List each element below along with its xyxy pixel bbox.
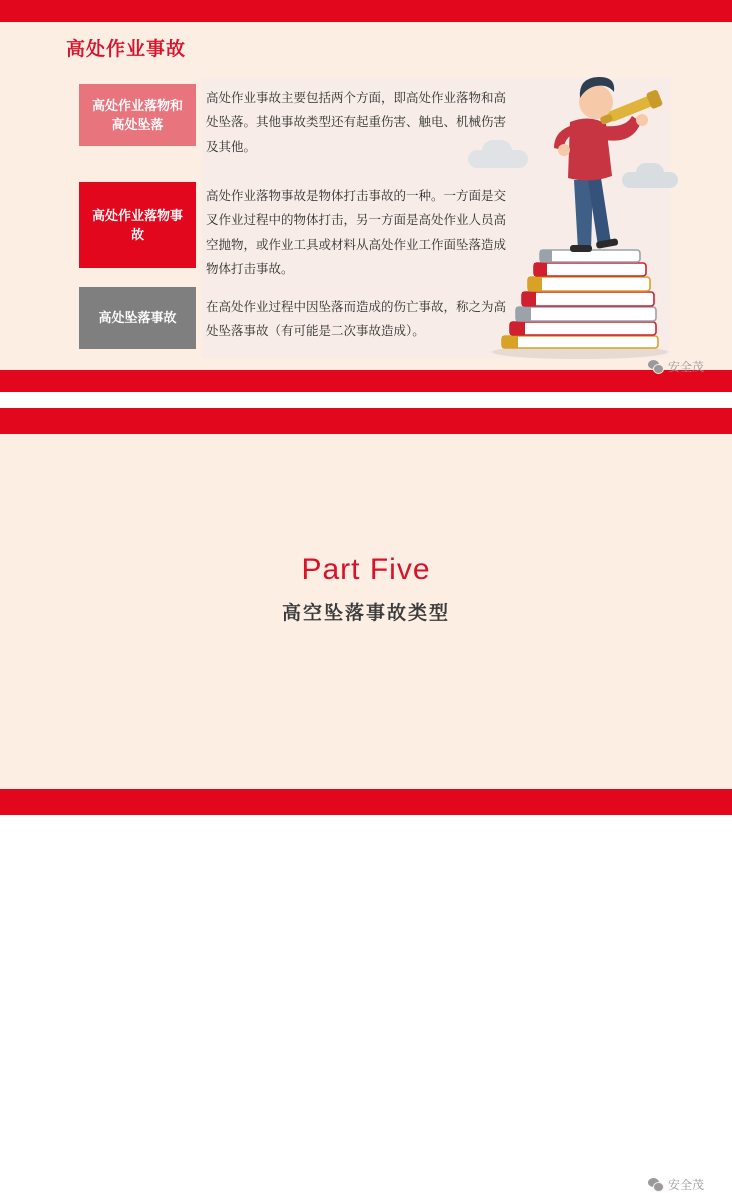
row-description: 高处作业事故主要包括两个方面，即高处作业落物和高处坠落。其他事故类型还有起重伤害、触电、机械伤害及其他。 [206,91,507,154]
row-description: 高处作业落物事故是物体打击事故的一种。一方面是交叉作业过程中的物体打击，另一方面是高处作业人员高空抛物，或作业工具或材料从高处作业工作面坠落造成物体打击事故。 [206,189,507,277]
info-row [79,84,506,159]
info-row [79,182,516,282]
slide-high-work-accident [0,0,732,392]
wechat-icon [648,1178,663,1191]
watermark-label: 安全茂 [667,360,704,374]
cloud-icon [622,172,678,188]
watermark [648,1176,704,1193]
slide2-top-bar [0,408,732,434]
part-subtitle: 高空坠落事故类型 [281,603,450,624]
slide1-title: 高处作业事故 [66,39,187,60]
slide1-bottom-bar [0,370,732,392]
watermark-label: 安全茂 [667,1178,704,1192]
slide1-top-bar [0,0,732,22]
row-tag-label: 高处坠落事故 [79,287,196,349]
wechat-icon [648,360,663,373]
row-description: 在高处作业过程中因坠落而造成的伤亡事故，称之为高处坠落事故（有可能是二次事故造成）。 [206,300,507,339]
watermark [648,358,704,375]
slide2-bottom-bar [0,789,732,815]
info-row [79,287,506,349]
row-tag-label: 高处作业落物和高处坠落 [79,84,196,146]
slide-part-five [0,408,732,1192]
row-tag-label: 高处作业落物事故 [79,182,196,268]
part-label: Part Five [301,553,431,586]
